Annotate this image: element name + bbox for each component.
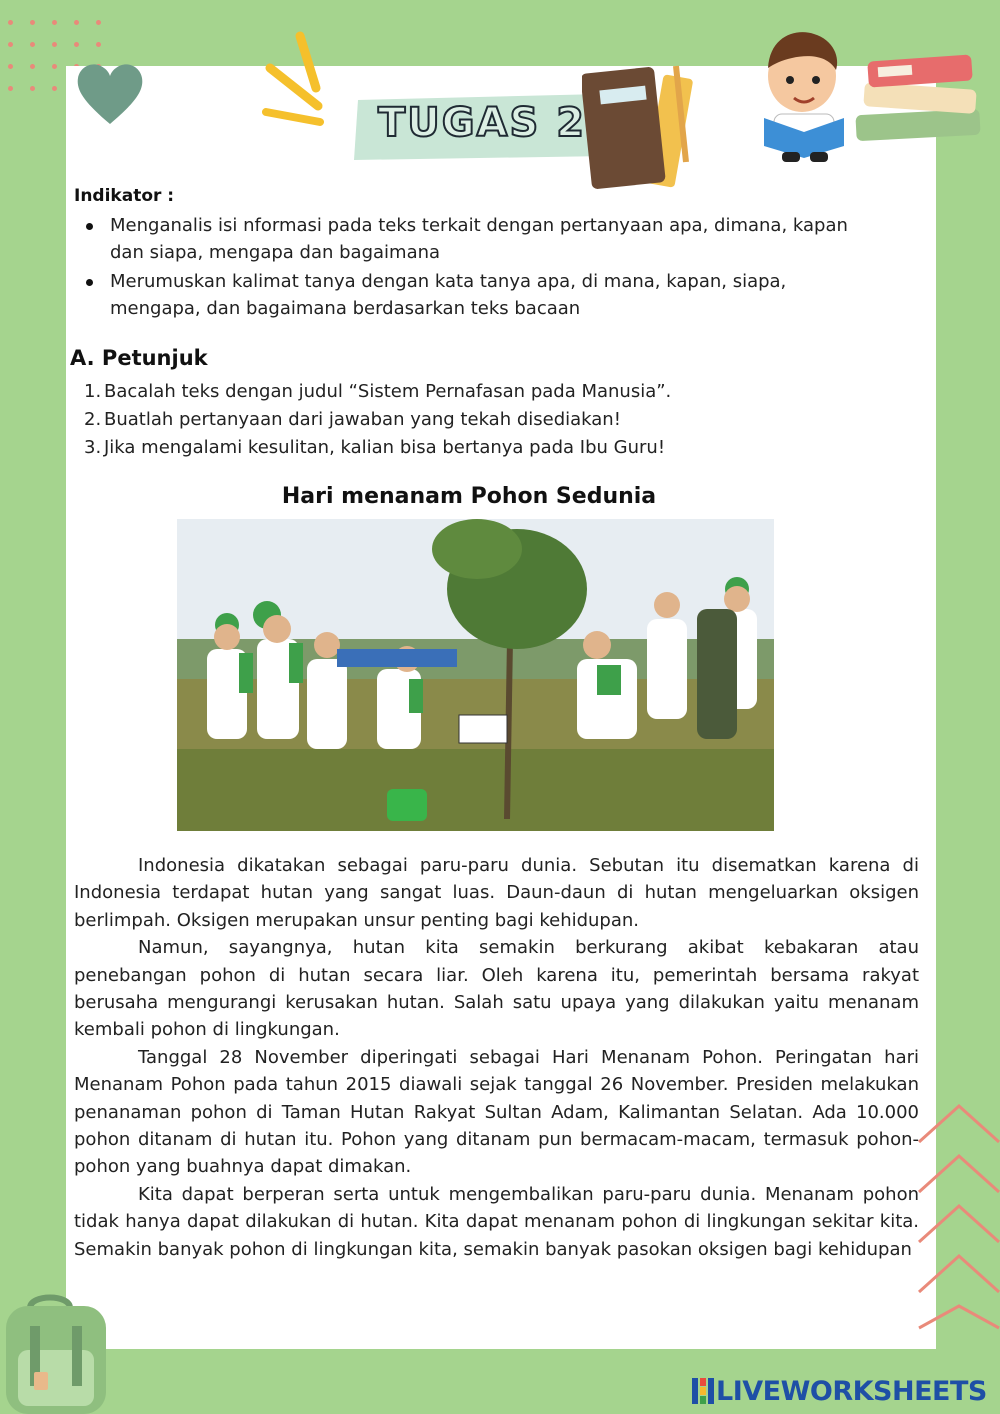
boy-reading-illustration — [756, 28, 852, 166]
brand-wordmark: LIVEWORKSHEETS — [716, 1375, 987, 1407]
petunjuk-item — [84, 406, 804, 434]
backpack-icon — [0, 1290, 118, 1414]
petunjuk-text: Bacalah teks dengan judul “Sistem Pernafasan pada Manusia”. — [104, 381, 672, 402]
sun-rays-icon — [262, 28, 352, 128]
indikator-item: Merumuskan kalimat tanya dengan kata tanya apa, di mana, kapan, siapa, mengapa, dan bagaimana berdasarkan teks bacaan — [74, 268, 854, 322]
article-title: Hari menanam Pohon Sedunia — [281, 484, 657, 509]
chevron-decoration-icon — [915, 1100, 1000, 1330]
petunjuk-item — [84, 378, 804, 406]
notebook-icon — [582, 62, 694, 192]
indikator-label: Indikator : — [74, 186, 175, 206]
petunjuk-number: 2. — [84, 409, 102, 430]
page-title: TUGAS 2 — [377, 100, 587, 146]
petunjuk-number: 3. — [84, 437, 102, 458]
article-paragraph: Namun, sayangnya, hutan kita semakin berkurang akibat kebakaran atau penebangan pohon di hutan secara liar. Oleh karena itu, pemerintah bersama rakyat berusaha mengurangi kerusakan hutan. Salah satu upaya yang dilakukan yaitu menanam kembali pohon di lingkungan. — [74, 937, 919, 1041]
petunjuk-item — [84, 434, 804, 462]
petunjuk-number: 1. — [84, 381, 102, 402]
heart-icon — [74, 58, 146, 130]
article-body — [74, 852, 919, 1263]
indikator-item: Menganalis isi nformasi pada teks terkait dengan pertanyaan apa, dimana, kapan dan siapa, mengapa dan bagaimana — [74, 212, 854, 266]
article-paragraph: Indonesia dikatakan sebagai paru-paru dunia. Sebutan itu disematkan karena di Indonesia terdapat hutan yang sangat luas. Daun-daun di hutan mengeluarkan oksigen berlimpah. Oksigen merupakan unsur penting bagi kehidupan. — [74, 855, 919, 931]
liveworksheets-brand — [692, 1374, 987, 1408]
book-stack-icon — [850, 50, 985, 142]
petunjuk-text: Jika mengalami kesulitan, kalian bisa bertanya pada Ibu Guru! — [104, 437, 666, 458]
petunjuk-heading: A. Petunjuk — [70, 346, 208, 370]
article-paragraph: Tanggal 28 November diperingati sebagai Hari Menanam Pohon. Peringatan hari Menanam Pohon pada tahun 2015 diawali sejak tanggal 26 November. Presiden melakukan penanaman pohon di Taman Hutan Rakyat Sultan Adam, Kalimantan Selatan. Ada 10.000 pohon ditanam di hutan itu. Pohon yang ditanam pun bermacam-macam, termasuk pohon-pohon yang buahnya dapat dimakan. — [74, 1046, 919, 1178]
liveworksheets-logo-icon — [692, 1378, 714, 1404]
petunjuk-list — [84, 378, 804, 462]
petunjuk-text: Buatlah pertanyaan dari jawaban yang tekah disediakan! — [104, 409, 621, 430]
indikator-list — [74, 212, 854, 324]
article-paragraph: Kita dapat berperan serta untuk mengembalikan paru-paru dunia. Menanam pohon tidak hanya dapat dilakukan di hutan. Kita dapat menanam pohon di lingkungan sekitar kita. Semakin banyak pohon di lingkungan kita, semakin banyak pasokan oksigen bagi kehidupan — [74, 1183, 919, 1260]
tree-planting-photo — [177, 519, 774, 831]
